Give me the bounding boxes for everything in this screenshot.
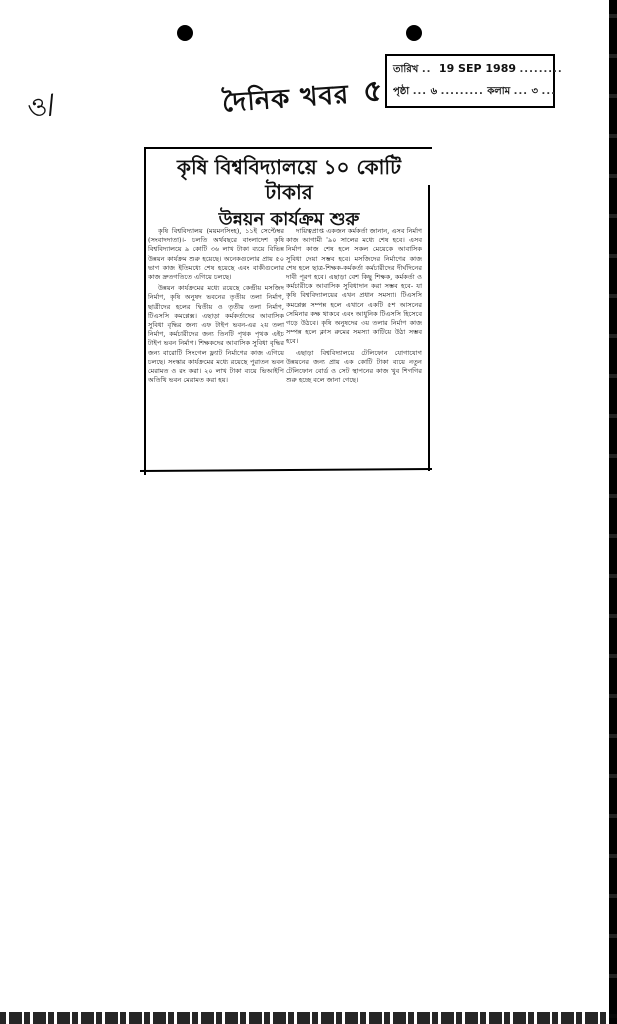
archive-stamp (385, 54, 563, 108)
article-paragraph: উন্নয়ন কার্যক্রমের মধ্যে রয়েছে কেন্দ্রীয় মসজিদ নির্মাণ, কৃষি অনুষদ ভবনের তৃতীয় তলা নির্মাণ, ছাত্রীদের হলের দ্বিতীয় ও তৃতীয় তলা নির্মাণ, টিএসসি কমপ্লেক্স। এছাড়া কর্মকর্তাদের আবাসিক সুবিধা বৃদ্ধির জন্য এফ টাইপ ভবন-এর ২য় তলা নির্মাণ, কর্মচারীদের জন্য তিনটি পৃথক পৃথক এইচ টাইপ ভবন নির্মাণ। শিক্ষকদের আবাসিক সুবিধা বৃদ্ধির জন্য বারোটি সিংগেল ফ্ল্যাট নির্মাণের কাজ এগিয়ে চলছে। সংস্কার কার্যক্রমের মধ্যে রয়েছে পুরাতন ভবন মেরামত ও রং করা। ২০ লাখ টাকা ব্যয়ে ভিআইপি অতিথি ভবন মেরামত করা হয়। (148, 284, 284, 385)
stamp-date-value: 19 SEP 1989 (438, 62, 517, 75)
clip-border-top (144, 147, 432, 149)
clip-border-right (428, 185, 430, 471)
article-headline (154, 155, 424, 232)
punch-hole-left (177, 25, 193, 41)
news-clipping (140, 145, 430, 477)
scan-edge-bottom (0, 1012, 617, 1024)
masthead-name: দৈনিক খবর (221, 79, 351, 119)
stamp-date-row: তারিখ .. 19 SEP 1989 ......... (393, 62, 563, 75)
article-column-2 (286, 227, 422, 387)
article-column-1 (148, 227, 284, 387)
stamp-column-label: কলাম (487, 86, 511, 97)
masthead-page-mark: ৫ (361, 73, 385, 110)
stamp-page-value: ৬ (430, 86, 438, 97)
handwritten-margin-note: ও/ (24, 89, 59, 125)
headline-line-1: কৃষি বিশ্ববিদ্যালয়ে ১০ কোটি টাকার (176, 155, 402, 204)
article-paragraph: দায়িত্বপ্রাপ্ত একজন কর্মকর্তা জানান, এসব নির্মাণ কাজ আগামী '৯০ সালের মধ্যে শেষ হবে। এসব নির্মাণ কাজ শেষ হলে সকল মেয়েকে আবাসিক সুবিধা দেয়া সম্ভব হবে। মসজিদের নির্মাণের কাজ শেষ হলে ছাত্র-শিক্ষক-কর্মকর্তা কর্মচারীদের দীর্ঘদিনের দাবী পূরণ হবে। এছাড়া বেশ কিছু শিক্ষক, কর্মকর্তা ও কর্মচারীকে আবাসিক সুবিধাদান করা সম্ভব হবে- যা কৃষি বিশ্ববিদ্যালয়ের এখন প্রধান সমস্যা। টিএসসি কমপ্লেক্স সম্পন্ন হলে এখানে একটি ৫শ আসনের সেমিনার কক্ষ থাকবে এবং আধুনিক টিএসসি হিসেবে গড়ে উঠবে। কৃষি অনুষদের ৩য় তলার নির্মাণ কাজ সম্পন্ন হলে ক্লাস রুমের সমস্যা কাটিয়ে উঠা সম্ভব হবে। (286, 227, 422, 346)
article-paragraph: কৃষি বিশ্ববিদ্যালয় (ময়মনসিংহ), ১১ই সেপ্টেম্বর (সংবাদদাতা)।- চলতি অর্থবছরে বাংলাদেশ কৃষি বিশ্ববিদ্যালয়ে ৯ কোটি ৩৬ লাখ টাকা ব্যয়ে বিভিন্ন উন্নয়ন কার্যক্রম শুরু হয়েছে। অনেকগুলোর প্রায় ৫০ ভাগ কাজ ইতিমধ্যে শেষ হয়েছে এবং বাকীগুলোর কাজ দ্রুতগতিতে এগিয়ে চলছে। (148, 227, 284, 282)
newspaper-masthead (220, 66, 385, 128)
article-paragraph: এছাড়া বিশ্ববিদ্যালয়ে টেলিফোন যোগাযোগ উন্নয়নের জন্য প্রায় এক কোটি টাকা ব্যয়ে নতুন টেলিফোন বোর্ড ও সেট স্থাপনের কাজ খুব শিগগির শুরু হচ্ছে বলে জানা গেছে। (286, 348, 422, 385)
stamp-page-row: পৃষ্ঠা ... ৬ ......... কলাম ... ৩ ... (393, 86, 556, 97)
punch-hole-right (406, 25, 422, 41)
clip-border-bottom (140, 468, 432, 472)
stamp-page-label: পৃষ্ঠা (393, 86, 410, 97)
stamp-column-value: ৩ (531, 86, 539, 97)
clip-border-left (144, 147, 146, 475)
headline-line-2: উন্নয়ন কার্যক্রম শুরু (218, 209, 360, 230)
scan-edge-right (609, 0, 617, 1024)
stamp-date-label: তারিখ (393, 64, 419, 75)
